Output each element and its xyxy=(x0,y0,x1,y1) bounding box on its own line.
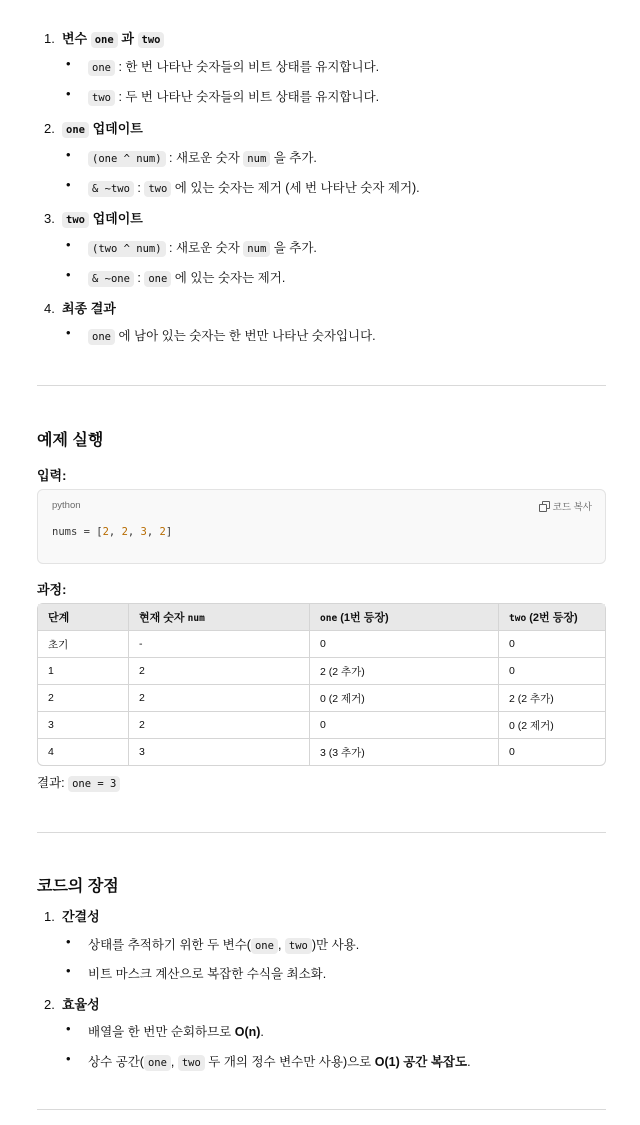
inline-code: two xyxy=(509,613,527,624)
bullet-item xyxy=(88,57,379,75)
inline-code: one xyxy=(88,329,115,345)
inline-code: one xyxy=(91,32,118,48)
table-cell: 0 (2 제거) xyxy=(499,712,605,739)
table-cell: 0 xyxy=(310,712,499,739)
text: : xyxy=(133,181,145,195)
text: 변수 xyxy=(62,31,91,46)
inline-code: (two ^ num) xyxy=(88,241,166,257)
numbered-item xyxy=(44,118,143,137)
inline-code: one xyxy=(251,938,278,954)
text: 에 남아 있는 숫자는 한 번만 나타난 숫자입니다. xyxy=(114,329,376,343)
table-header-row xyxy=(38,604,605,631)
numbered-item xyxy=(44,906,100,925)
text: 최종 결과 xyxy=(62,301,116,316)
inline-code: num xyxy=(187,613,205,624)
code-block xyxy=(37,489,606,564)
text: 을 추가. xyxy=(270,241,317,255)
item-number: 1. xyxy=(44,31,55,46)
text: 에 있는 숫자는 제거 (세 번 나타난 숫자 제거). xyxy=(171,181,420,195)
bullet-item xyxy=(88,238,317,256)
inline-code: num xyxy=(243,241,270,257)
copy-code-label: 코드 복사 xyxy=(552,502,592,513)
result-label: 결과: xyxy=(37,776,69,790)
table-cell: 2 (2 추가) xyxy=(499,685,605,712)
code-prefix: nums = [ xyxy=(52,526,103,538)
text: : 두 번 나타난 숫자들의 비트 상태를 유지합니다. xyxy=(114,90,380,104)
text: . xyxy=(260,1025,264,1039)
item-number: 1. xyxy=(44,909,55,924)
bullet-item xyxy=(88,935,359,953)
inline-code: one xyxy=(144,1055,171,1071)
inline-code: two xyxy=(285,938,312,954)
example-heading: 예제 실행 xyxy=(37,432,104,449)
bullet-item xyxy=(88,87,379,105)
table-row xyxy=(38,739,605,765)
table-header-cell xyxy=(499,604,605,631)
text: : 한 번 나타난 숫자들의 비트 상태를 유지합니다. xyxy=(114,60,380,74)
code-number: 3 xyxy=(140,526,147,538)
text: 비트 마스크 계산으로 복잡한 수식을 최소화. xyxy=(88,967,327,981)
text: 과 xyxy=(117,31,138,46)
numbered-item xyxy=(44,994,100,1013)
inline-code: one xyxy=(320,613,338,624)
text: 을 추가. xyxy=(270,151,317,165)
table-cell: - xyxy=(129,631,310,658)
bullet-item xyxy=(88,1022,264,1040)
text: 현재 숫자 xyxy=(139,612,188,624)
inline-code: one xyxy=(88,60,115,76)
table-cell: 2 xyxy=(129,685,310,712)
table-cell: 2 xyxy=(38,685,129,712)
code-language-label: python xyxy=(52,500,81,511)
text: 배열을 한 번만 순회하므로 xyxy=(88,1025,235,1039)
divider xyxy=(37,385,606,386)
table-cell: 4 xyxy=(38,739,129,765)
code-number: 2 xyxy=(159,526,166,538)
inline-code: (one ^ num) xyxy=(88,151,166,167)
text: 에 있는 숫자는 제거. xyxy=(171,271,286,285)
code-number: 2 xyxy=(102,526,109,538)
text: )만 사용. xyxy=(311,938,360,952)
text: , xyxy=(170,1055,178,1069)
result-line xyxy=(37,773,120,791)
text: 단계 xyxy=(48,612,70,624)
item-number: 2. xyxy=(44,997,55,1012)
bullet-item xyxy=(88,178,420,196)
table-body xyxy=(38,631,605,765)
code-suffix: ] xyxy=(165,526,173,538)
code-number: 2 xyxy=(121,526,128,538)
advantages-heading: 코드의 장점 xyxy=(37,878,119,895)
divider xyxy=(37,1109,606,1110)
process-label: 과정: xyxy=(37,582,67,597)
table-cell: 초기 xyxy=(38,631,129,658)
inline-code: two xyxy=(88,90,115,106)
text: . xyxy=(467,1055,471,1069)
inline-code: one xyxy=(62,122,89,138)
table-row xyxy=(38,658,605,685)
table-cell: 2 xyxy=(129,658,310,685)
divider xyxy=(37,832,606,833)
table-cell: 1 xyxy=(38,658,129,685)
table-header-cell xyxy=(129,604,310,631)
inline-code: & ~one xyxy=(88,271,134,287)
text: 두 개의 정수 변수만 사용)으로 xyxy=(204,1055,375,1069)
copy-code-button[interactable] xyxy=(539,499,592,513)
table-header-cell xyxy=(310,604,499,631)
inline-code: two xyxy=(144,181,171,197)
text: : 새로운 숫자 xyxy=(165,241,244,255)
inline-code: two xyxy=(62,212,89,228)
numbered-item xyxy=(44,28,164,47)
bullet-item xyxy=(88,1052,471,1070)
text: 업데이트 xyxy=(88,211,143,226)
table-row xyxy=(38,631,605,658)
table-cell: 0 (2 제거) xyxy=(310,685,499,712)
bold-text: O(n) xyxy=(234,1025,261,1039)
item-number: 3. xyxy=(44,211,55,226)
bold-text: O(1) 공간 복잡도 xyxy=(374,1055,468,1069)
item-title: 효율성 xyxy=(62,997,100,1012)
text: : xyxy=(133,271,145,285)
bullet-item xyxy=(88,268,285,286)
inline-code: one xyxy=(144,271,171,287)
table-cell: 3 (3 추가) xyxy=(310,739,499,765)
numbered-item xyxy=(44,208,143,227)
inline-code: two xyxy=(178,1055,205,1071)
table-cell: 0 xyxy=(509,746,515,758)
text: 업데이트 xyxy=(88,121,143,136)
text: 상수 공간( xyxy=(88,1055,144,1069)
table-cell: 2 (2 추가) xyxy=(310,658,499,685)
item-title: 간결성 xyxy=(62,909,100,924)
copy-icon xyxy=(539,501,549,511)
table-cell: 0 xyxy=(499,658,605,685)
bullet-item xyxy=(88,148,317,166)
table-row xyxy=(38,712,605,739)
code-content: nums = [2, 2, 3, 2] xyxy=(52,526,173,538)
text: : 새로운 숫자 xyxy=(165,151,244,165)
process-table xyxy=(37,603,606,766)
inline-code: num xyxy=(243,151,270,167)
table-cell: 3 xyxy=(129,739,310,765)
table-cell: 0 xyxy=(310,631,499,658)
result-code: one = 3 xyxy=(68,776,120,792)
numbered-item xyxy=(44,298,116,317)
text: (1번 등장) xyxy=(337,612,389,624)
item-number: 2. xyxy=(44,121,55,136)
table-cell: 0 xyxy=(499,631,605,658)
text: 상태를 추적하기 위한 두 변수( xyxy=(88,938,251,952)
inline-code: & ~two xyxy=(88,181,134,197)
table-header-cell xyxy=(38,604,129,631)
text: (2번 등장) xyxy=(526,612,578,624)
input-label: 입력: xyxy=(37,468,67,483)
text: , xyxy=(277,938,285,952)
table-cell: 3 xyxy=(38,712,129,739)
bullet-item xyxy=(88,964,326,982)
item-number: 4. xyxy=(44,301,55,316)
inline-code: two xyxy=(138,32,165,48)
table-cell: 2 xyxy=(129,712,310,739)
table-row xyxy=(38,685,605,712)
bullet-item xyxy=(88,326,376,344)
